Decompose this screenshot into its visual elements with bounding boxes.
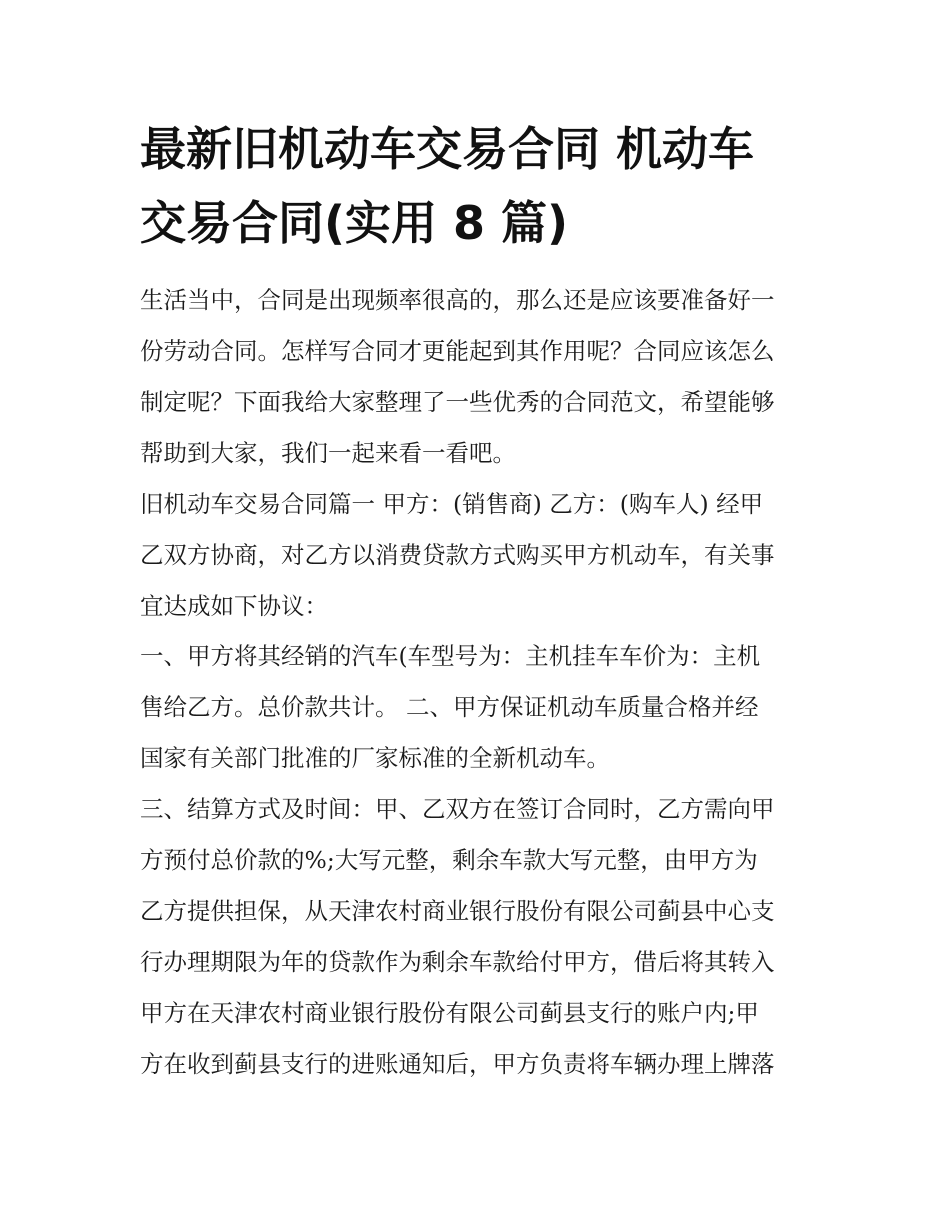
body-line: 售给乙方。总价款共计。 二、甲方保证机动车质量合格并经 <box>140 693 759 721</box>
title-line: 交易合同(实用 8 篇) <box>140 196 569 250</box>
body-line: 方预付总价款的%;大写元整，剩余车款大写元整，由甲方为 <box>140 846 758 874</box>
body-line: 帮助到大家，我们一起来看一看吧。 <box>140 439 516 467</box>
body-line: 份劳动合同。怎样写合同才更能起到其作用呢？合同应该怎么 <box>140 337 775 365</box>
body-line: 甲方在天津农村商业银行股份有限公司蓟县支行的账户内;甲 <box>140 999 759 1027</box>
body-line: 行办理期限为年的贷款作为剩余车款给付甲方，借后将其转入 <box>140 948 775 976</box>
body-line: 生活当中，合同是出现频率很高的，那么还是应该要准备好一 <box>140 286 775 314</box>
body-line: 三、结算方式及时间：甲、乙双方在签订合同时，乙方需向甲 <box>140 795 775 823</box>
body-line: 一、甲方将其经销的汽车(车型号为：主机挂车车价为：主机 <box>140 642 761 670</box>
body-line: 宜达成如下协议： <box>140 592 328 620</box>
body-line: 国家有关部门批准的厂家标准的全新机动车。 <box>140 744 610 772</box>
document-title <box>140 112 830 260</box>
body-line: 制定呢？下面我给大家整理了一些优秀的合同范文，希望能够 <box>140 388 775 416</box>
title-line: 最新旧机动车交易合同 机动车 <box>140 122 755 176</box>
body-line: 乙双方协商，对乙方以消费贷款方式购买甲方机动车，有关事 <box>140 541 775 569</box>
body-line: 旧机动车交易合同篇一 甲方：(销售商) 乙方：(购车人) 经甲 <box>140 490 764 518</box>
body-line: 方在收到蓟县支行的进账通知后，甲方负责将车辆办理上牌落 <box>140 1050 775 1078</box>
body-line: 乙方提供担保，从天津农村商业银行股份有限公司蓟县中心支 <box>140 897 775 925</box>
